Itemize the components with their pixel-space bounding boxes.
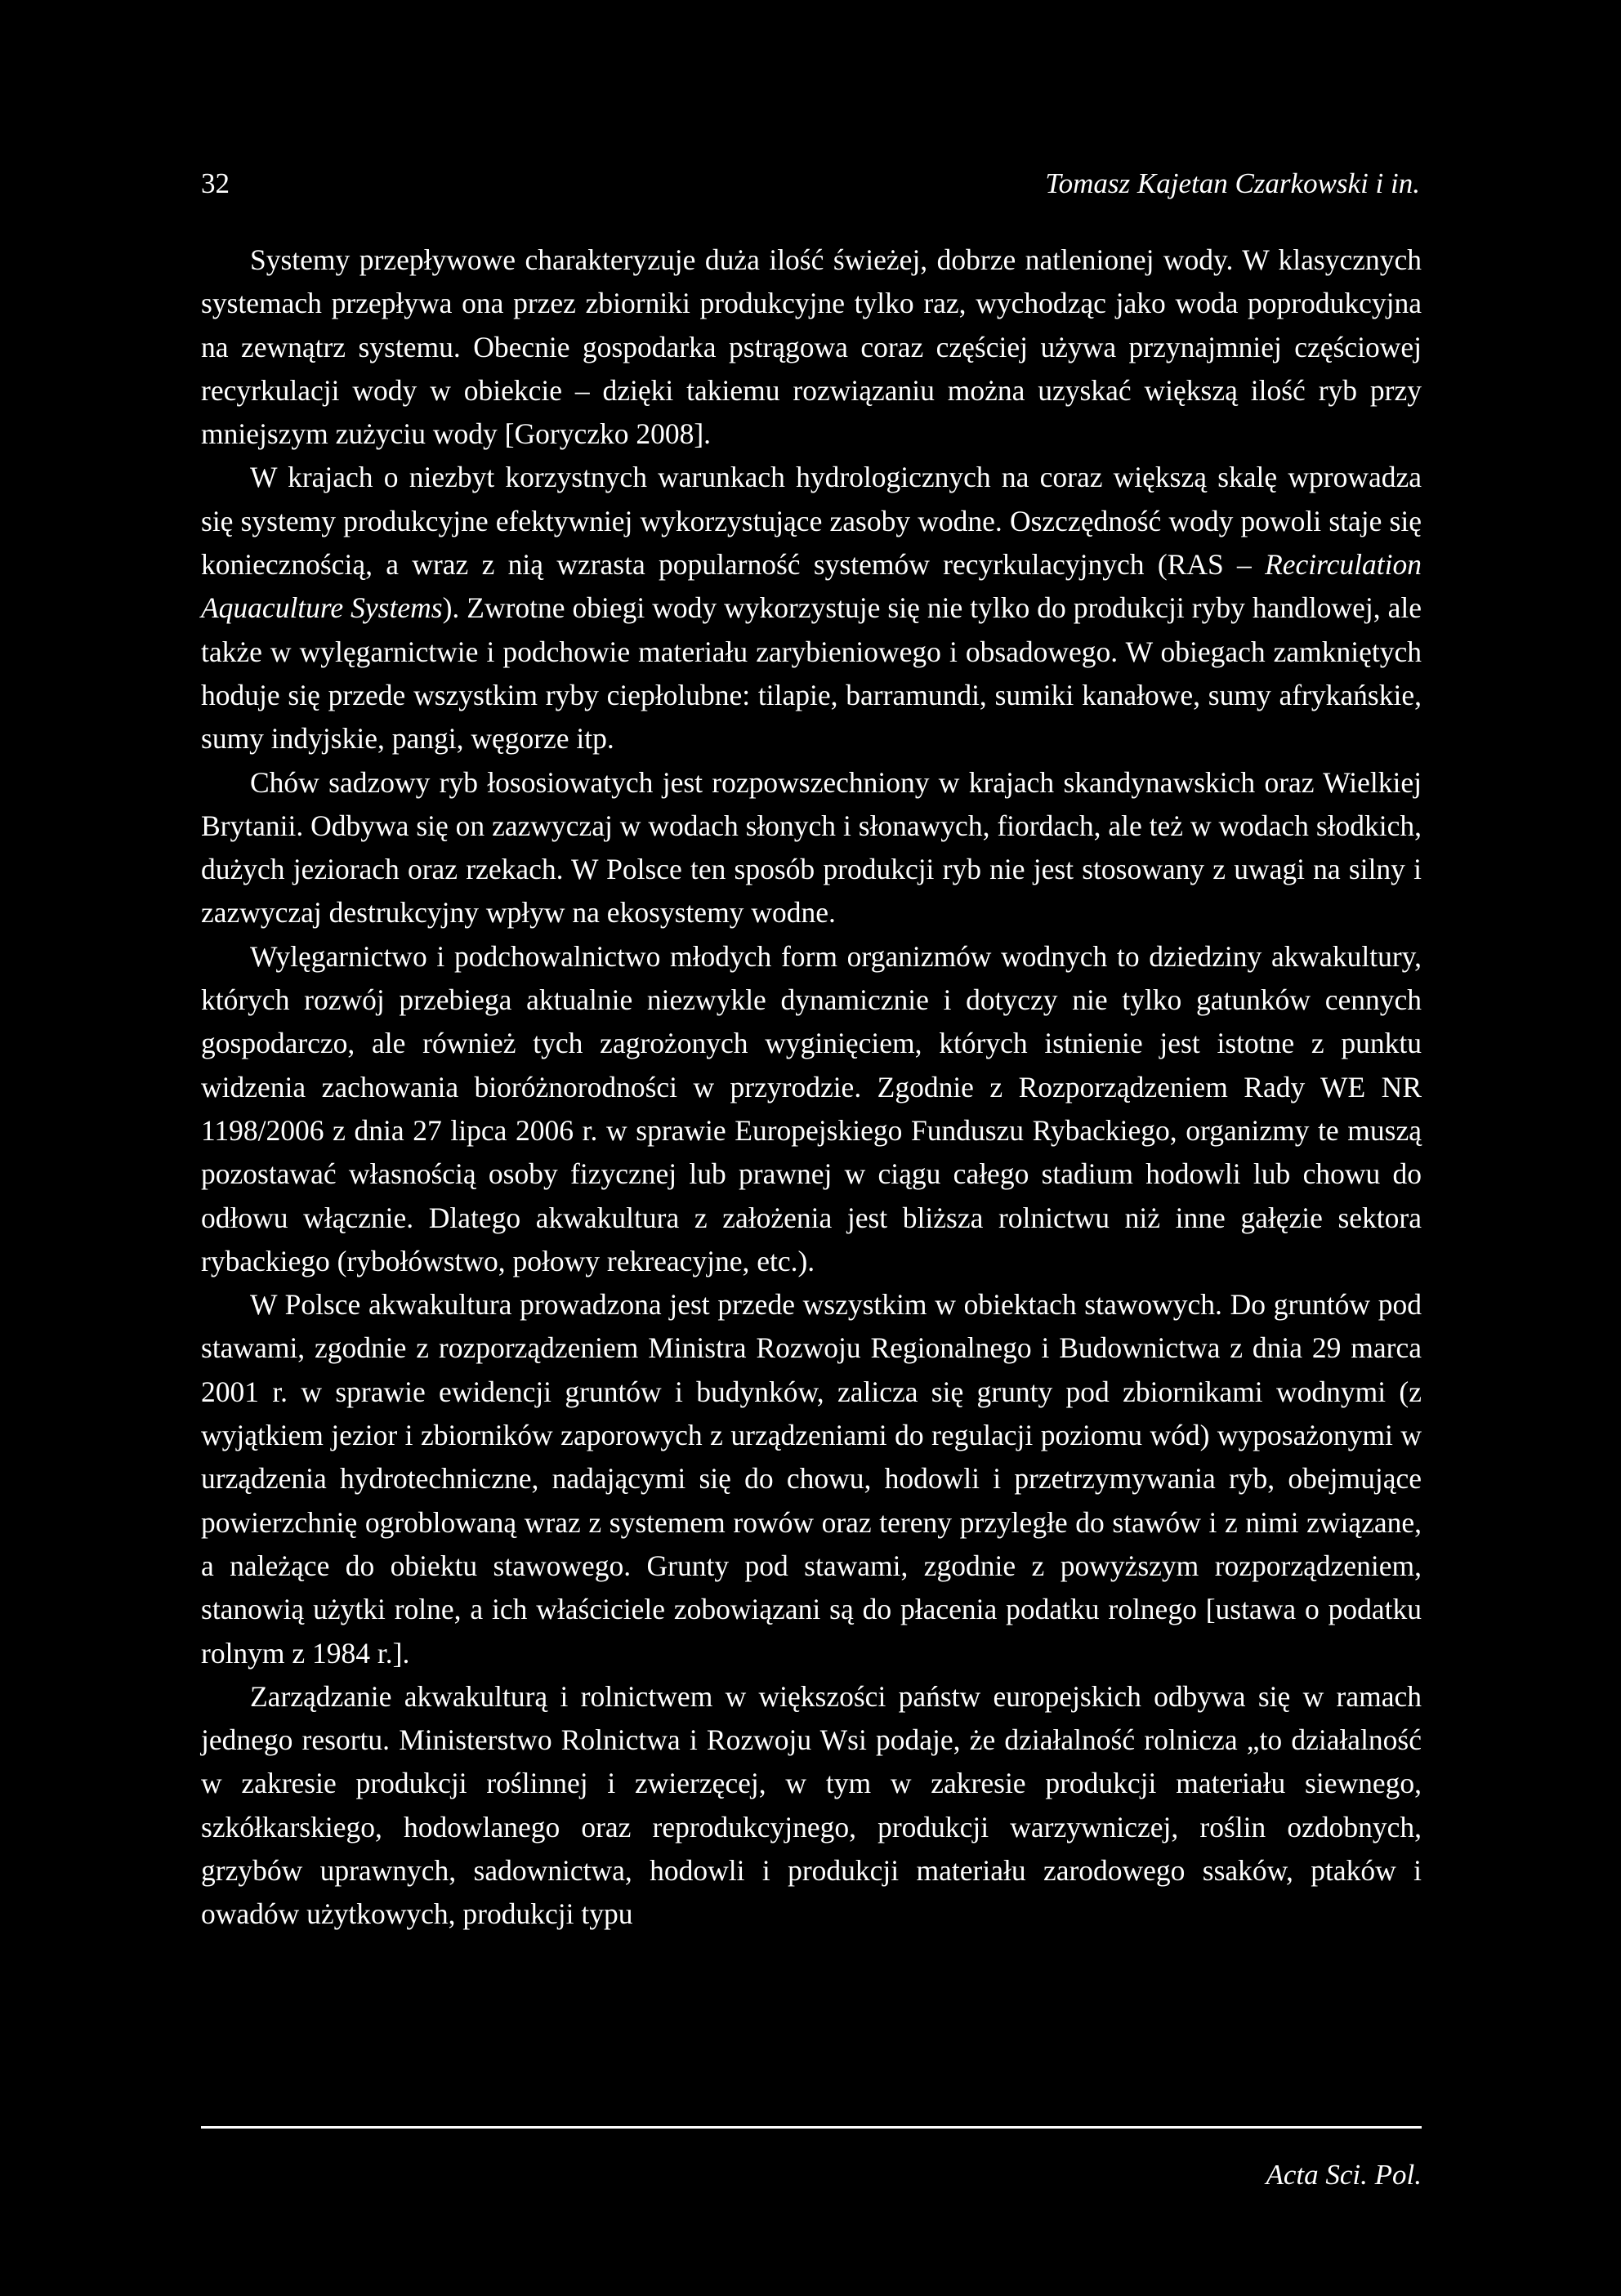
paragraph-recirculation-systems: [201, 456, 1422, 760]
paragraph-management: [201, 1675, 1422, 1937]
italic-term: Recirculation Aquaculture Systems: [201, 548, 1422, 625]
paragraph-text: Wylęgarnictwo i podchowalnictwo młodych form organizmów wodnych to dziedziny akwakultury, których rozwój przebiega aktualnie niezwykle dynamicznie i dotyczy nie tylko gatunków cennych gospodarczo, ale również tych zagrożonych wyginięciem, których istnienie jest istotne z punktu widzenia zachowania bioróżnorodności w przyrodzie. Zgodnie z Rozporządzeniem Rady WE NR 1198/2006 z dnia 27 lipca 2006 r. w sprawie Europejskiego Funduszu Rybackiego, organizmy te muszą pozostawać własnością osoby fizycznej lub prawnej w ciągu całego stadium hodowli lub chowu do odłowu włącznie. Dlatego akwakultura z założenia jest bliższa rolnictwu niż inne gałęzie sektora rybackiego (rybołówstwo, połowy rekreacyjne, etc.).: [201, 939, 1422, 1277]
page-number: 32: [201, 167, 230, 199]
paragraph-cage-farming: [201, 761, 1422, 935]
paragraph-text: W krajach o niezbyt korzystnych warunkach hydrologicznych na coraz większą skalę wprowadza się systemy produkcyjne efektywniej wykorzystujące zasoby wodne. Oszczędność wody powoli staje się koniecznością, a wraz z nią wzrasta popularność systemów recyrkulacyjnych (RAS –: [201, 461, 1422, 582]
running-head: [201, 163, 1420, 204]
paragraph-text: W Polsce akwakultura prowadzona jest przede wszystkim w obiektach stawowych. Do gruntów pod stawami, zgodnie z rozporządzeniem Ministra Rozwoju Regionalnego i Budownictwa z dnia 29 marca 2001 r. w sprawie ewidencji gruntów i budynków, zalicza się grunty pod zbiornikami wodnymi (z wyjątkiem jezior i zbiorników zaporowych z urządzeniami do regulacji poziomu wód) wyposażonymi w urządzenia hydrotechniczne, nadającymi się do chowu, hodowli i przetrzymywania ryb, obejmujące powierzchnię ogroblowaną wraz z systemem rowów oraz tereny przyległe do stawów i z nimi związane, a należące do obiektu stawowego. Grunty pod stawami, zgodnie z powyższym rozporządzeniem, stanowią użytki rolne, a ich właściciele zobowiązani są do płacenia podatku rolnego [ustawa o podatku rolnym z 1984 r.].: [201, 1288, 1422, 1670]
body-text: [201, 239, 1422, 1937]
paragraph-text: Zarządzanie akwakulturą i rolnictwem w większości państw europejskich odbywa się w ramach jednego resortu. Ministerstwo Rolnictwa i Rozwoju Wsi podaje, że działalność rolnicza „to działalność w zakresie produkcji roślinnej i zwierzęcej, w tym w zakresie produkcji materiału siewnego, szkółkarskiego, hodowlanego oraz reprodukcyjnego, produkcji warzywniczej, roślin ozdobnych, grzybów uprawnych, sadownictwa, hodowli i produkcji materiału zarodowego ssaków, ptaków i owadów użytkowych, produkcji typu: [201, 1679, 1422, 1931]
paragraph-pond-aquaculture: [201, 1283, 1422, 1675]
footer-divider: [201, 2126, 1422, 2129]
paragraph-text-continued: ). Zwrotne obiegi wody wykorzystuje się nie tylko do produkcji ryby handlowej, ale także w wylęgarnictwie i podchowie materiału zarybieniowego i obsadowego. W obiegach zamkniętych hoduje się przede wszystkim ryby ciepłolubne: tilapie, barramundi, sumiki kanałowe, sumy afrykańskie, sumy indyjskie, pangi, węgorze itp.: [201, 591, 1422, 756]
journal-name: Acta Sci. Pol.: [1266, 2159, 1422, 2191]
paragraph-flow-systems: [201, 239, 1422, 456]
paragraph-text: Chów sadzowy ryb łososiowatych jest rozpowszechniony w krajach skandynawskich oraz Wielkiej Brytanii. Odbywa się on zazwyczaj w wodach słonych i słonawych, fiordach, ale też w wodach słodkich, dużych jeziorach oraz rzekach. W Polsce ten sposób produkcji ryb nie jest stosowany z uwagi na silny i zazwyczaj destrukcyjny wpływ na ekosystemy wodne.: [201, 765, 1422, 930]
paragraph-text: Systemy przepływowe charakteryzuje duża ilość świeżej, dobrze natlenionej wody. W klasycznych systemach przepływa ona przez zbiorniki produkcyjne tylko raz, wychodząc jako woda poprodukcyjna na zewnątrz systemu. Obecnie gospodarka pstrągowa coraz częściej używa przynajmniej częściowej recyrkulacji wody w obiekcie – dzięki takiemu rozwiązaniu można uzyskać większą ilość ryb przy mniejszym zużyciu wody [Goryczko 2008].: [201, 243, 1422, 451]
running-head-authors: Tomasz Kajetan Czarkowski i in.: [1045, 167, 1420, 199]
paragraph-hatchery: [201, 935, 1422, 1283]
